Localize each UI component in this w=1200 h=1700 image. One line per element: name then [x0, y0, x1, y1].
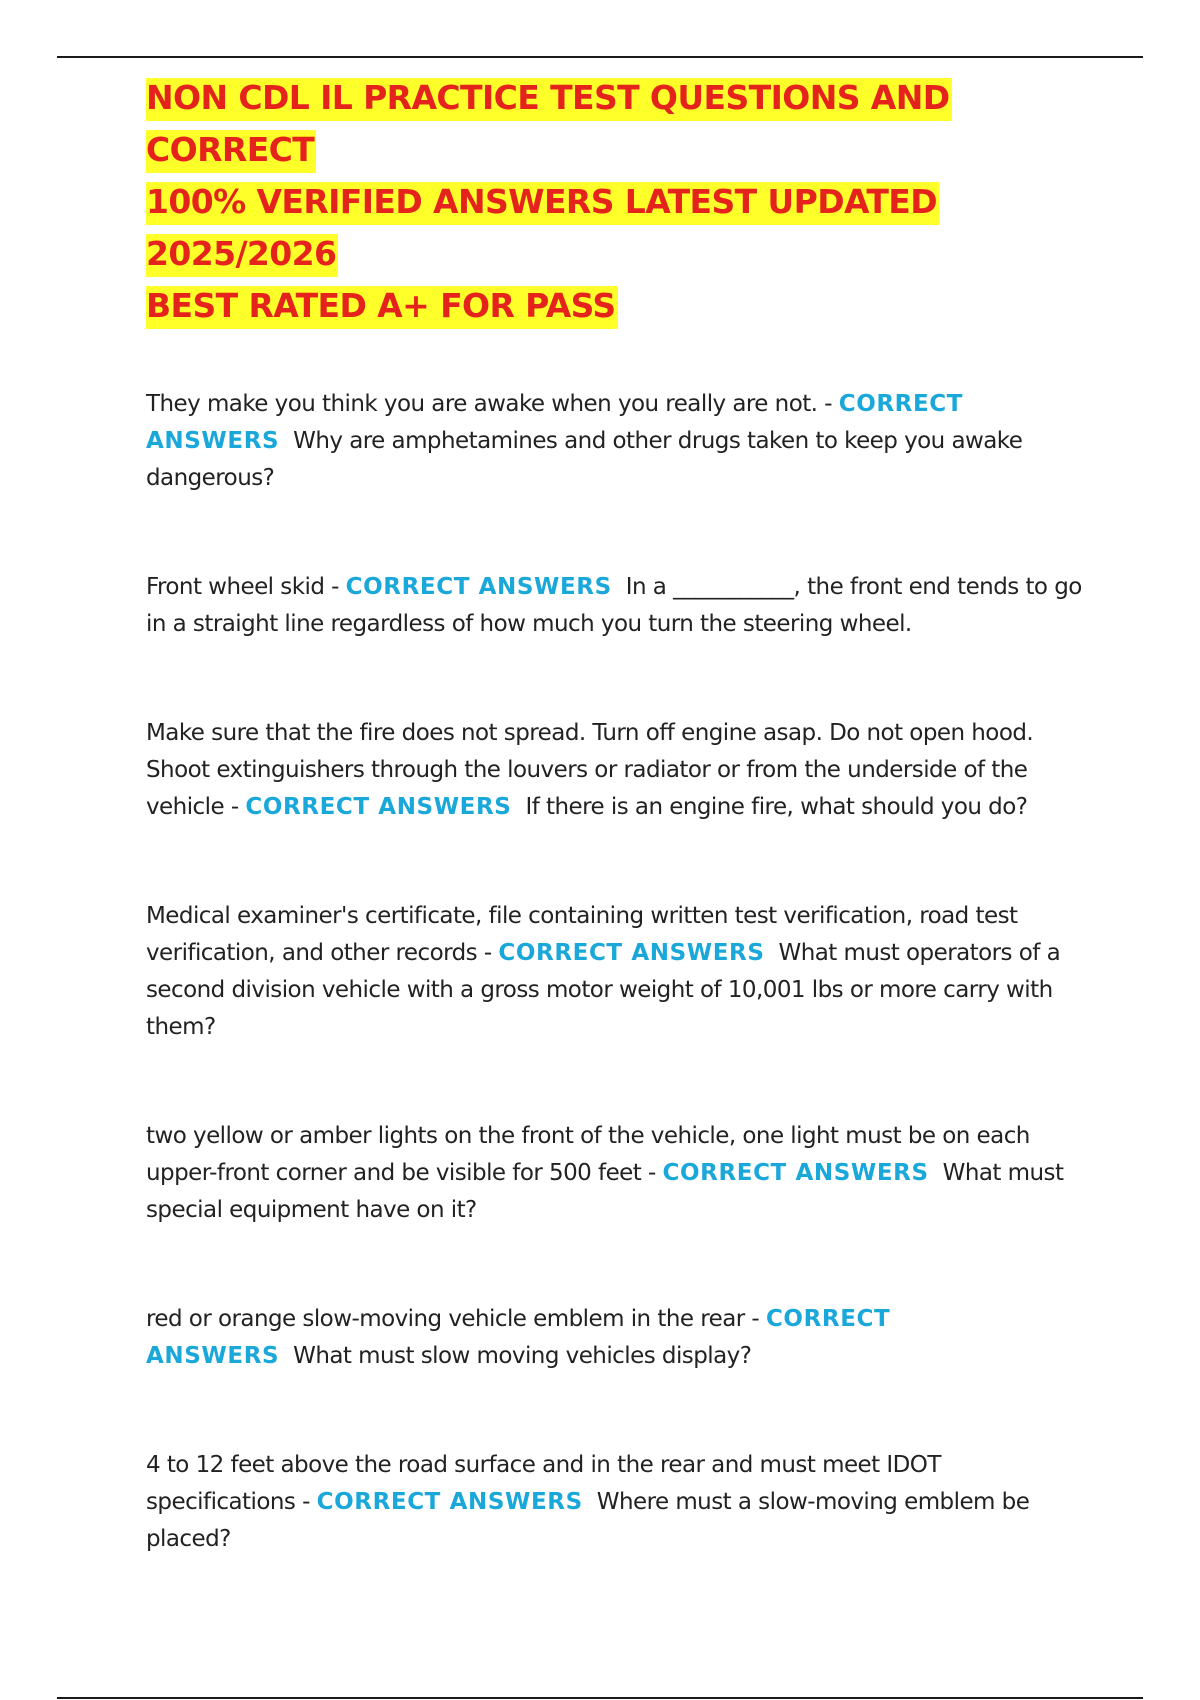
- correct-answers-label: CORRECT ANSWERS: [662, 1160, 929, 1186]
- qa-answer: Front wheel skid: [146, 574, 325, 600]
- correct-answers-label: CORRECT ANSWERS: [146, 391, 964, 454]
- title-line-3: BEST RATED A+ FOR PASS: [146, 286, 618, 329]
- correct-answers-label: CORRECT ANSWERS: [245, 794, 512, 820]
- top-rule: [57, 56, 1143, 58]
- qa-separator: -: [817, 391, 839, 417]
- correct-answers-label: CORRECT ANSWERS: [146, 1306, 891, 1369]
- qa-separator: -: [324, 574, 346, 600]
- qa-question: What must special equipment have on it?: [146, 1160, 1064, 1223]
- qa-answer: Medical examiner's certificate, file containing written test verification, road test verification, and other records: [146, 903, 1018, 966]
- qa-separator: -: [477, 940, 499, 966]
- qa-answer: 4 to 12 feet above the road surface and in the rear and must meet IDOT specifications: [146, 1452, 941, 1515]
- qa-separator: -: [224, 794, 246, 820]
- qa-list: [146, 386, 1090, 1558]
- document-title: [146, 72, 1090, 332]
- qa-question: What must slow moving vehicles display?: [293, 1343, 752, 1369]
- qa-separator: -: [641, 1160, 663, 1186]
- qa-separator: -: [744, 1306, 766, 1332]
- qa-answer: They make you think you are awake when you really are not.: [146, 391, 818, 417]
- qa-item-2: [146, 569, 1090, 643]
- title-line-1: NON CDL IL PRACTICE TEST QUESTIONS AND CORRECT: [146, 78, 952, 173]
- qa-question: In a ___________, the front end tends to go in a straight line regardless of how much you turn the steering wheel.: [146, 574, 1082, 637]
- qa-separator: -: [295, 1489, 317, 1515]
- correct-answers-label: CORRECT ANSWERS: [498, 940, 765, 966]
- document-body: [146, 72, 1090, 1630]
- qa-question: Why are amphetamines and other drugs taken to keep you awake dangerous?: [146, 428, 1023, 491]
- qa-item-1: [146, 386, 1090, 497]
- bottom-rule: [57, 1697, 1143, 1699]
- correct-answers-label: CORRECT ANSWERS: [345, 574, 612, 600]
- title-line-2: 100% VERIFIED ANSWERS LATEST UPDATED 2025/2026: [146, 182, 939, 277]
- qa-item-5: [146, 1118, 1090, 1229]
- correct-answers-label: CORRECT ANSWERS: [316, 1489, 583, 1515]
- qa-answer: two yellow or amber lights on the front of the vehicle, one light must be on each upper-front corner and be visible for 500 feet: [146, 1123, 1030, 1186]
- qa-answer: Make sure that the fire does not spread. Turn off engine asap. Do not open hood. Shoot extinguishers through the louvers or radiator or from the underside of the vehicle: [146, 720, 1034, 820]
- qa-question: What must operators of a second division vehicle with a gross motor weight of 10,001 lbs or more carry with them?: [146, 940, 1061, 1040]
- qa-item-7: [146, 1447, 1090, 1558]
- qa-answer: red or orange slow-moving vehicle emblem in the rear: [146, 1306, 745, 1332]
- qa-item-3: [146, 715, 1090, 826]
- qa-question: If there is an engine fire, what should you do?: [525, 794, 1028, 820]
- qa-item-4: [146, 898, 1090, 1046]
- qa-item-6: [146, 1301, 1090, 1375]
- qa-question: Where must a slow-moving emblem be placed?: [146, 1489, 1030, 1552]
